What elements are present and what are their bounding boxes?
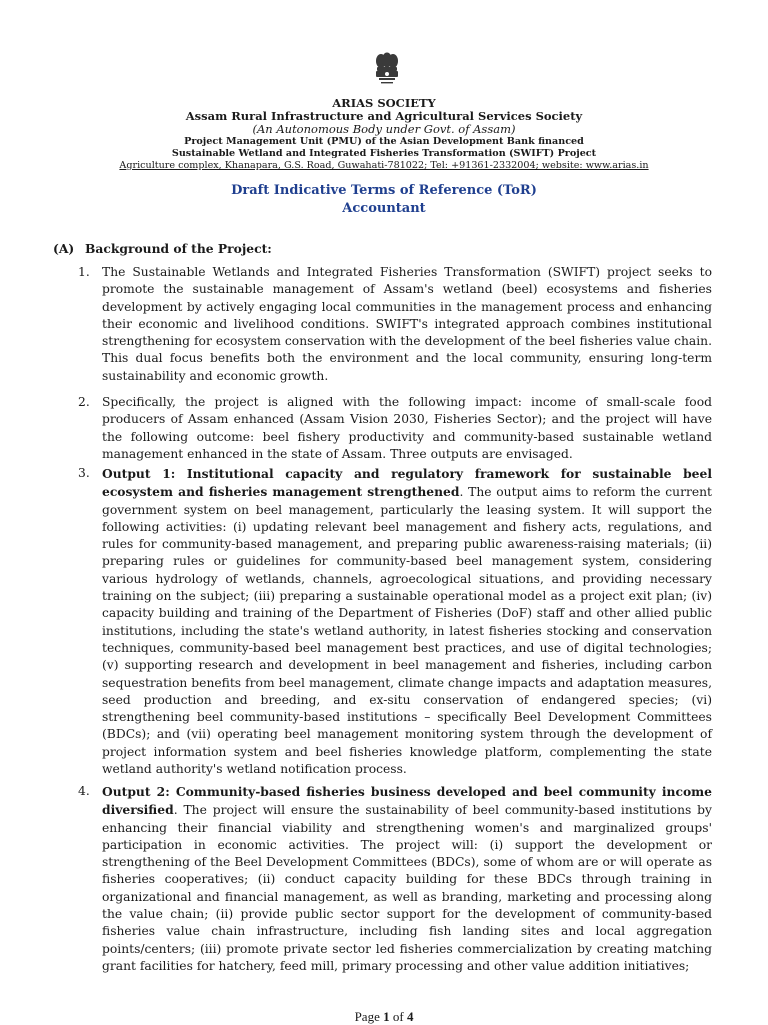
organization-full-name: Assam Rural Infrastructure and Agricultural Services Society [185, 109, 583, 123]
page-number: 1 [383, 1009, 390, 1024]
pmu-line: Project Management Unit (PMU) of the Asian Development Bank financed [184, 136, 584, 147]
total-pages: 4 [406, 1009, 414, 1024]
address-line: Agriculture complex, Khanapara, G.S. Road, Guwahati-781022; Tel: +91361-2332004; website: www.arias.in [119, 160, 649, 171]
position-title: Accountant [342, 201, 426, 216]
paragraph-text: Specifically, the project is aligned with the following impact: income of small-scale food producers of Assam enhanced (Assam Vision 2030, Fisheries Sector); and the project will have the following outcome: beel fishery productivity and community-based sustainable wetland management enhanced in the state of Assam. Three outputs are envisaged. [102, 395, 712, 461]
paragraph-text: . The project will ensure the sustainability of beel community-based institutions by enhancing their financial viability and strengthening women's and marginalized groups' participation in economic activities. The project will: (i) support the development or strengthening of the Beel Development Committees (BDCs), some of whom are or will operate as fisheries cooperatives; (ii) conduct capacity building for these BDCs through training in organizational and financial management, as well as branding, marketing and processing along the value chain; (ii) provide public sector support for the development of community-based fisheries value chain infrastructure, including fish landing sites and local aggregation points/centers; (iii) promote private sector led fisheries commercialization by creating matching grant facilities for hatchery, feed mill, primary processing and other value addition initiatives; [102, 803, 712, 973]
paragraph-number: 1. [78, 265, 90, 279]
page-word: Page [354, 1009, 380, 1024]
document-title: Draft Indicative Terms of Reference (ToR) [231, 183, 537, 198]
paragraph-number: 2. [78, 395, 90, 409]
paragraph-3 [78, 465, 712, 778]
project-name-line: Sustainable Wetland and Integrated Fisheries Transformation (SWIFT) Project [171, 148, 597, 159]
autonomous-body-note: (An Autonomous Body under Govt. of Assam) [252, 122, 516, 136]
paragraph-1 [78, 264, 712, 385]
state-emblem-icon [372, 52, 402, 92]
paragraph-4 [78, 783, 712, 975]
paragraph-text: The Sustainable Wetlands and Integrated Fisheries Transformation (SWIFT) project seeks to promote the sustainable management of Assam's wetland (beel) ecosystems and fisheries development by actively engaging local communities in the management process and enhancing their economic and livelihood conditions. SWIFT's integrated approach combines institutional strengthening for ecosystem conservation with the development of the beel fisheries value chain. This dual focus benefits both the environment and the local community, ensuring long-term sustainability and economic growth. [102, 265, 712, 383]
paragraph-number: 3. [78, 466, 90, 480]
paragraph-2 [78, 394, 712, 463]
output-heading: Output 1: Institutional capacity and regulatory framework for sustainable beel ecosystem and fisheries management strengthened [102, 466, 712, 500]
paragraph-text: . The output aims to reform the current government system on beel management, particularly the leasing system. It will support the following activities: (i) updating relevant beel management and fishery acts, regulations, and rules for community-based management, and preparing public awareness-raising materials; (ii) preparing rules or guidelines for community-based beel management system, considering various hydrology of wetlands, channels, agroecological situations, and providing necessary training on the subject; (iii) preparing a sustainable operational model as a project exit plan; (iv) capacity building and training of the Department of Fisheries (DoF) staff and other allied public institutions, including the state's wetland authority, in latest fisheries stocking and conservation techniques, community-based beel management best practices, and use of digital technologies; (v) supporting research and development in beel management and fisheries, including carbon sequestration benefits from beel management, climate change impacts and adaptation measures, seed production and breeding, and ex-situ conservation of endangered species; (vi) strengthening beel community-based institutions – specifically Beel Development Committees (BDCs); and (vii) operating beel management monitoring system through the development of project information system and beel fisheries knowledge platform, complementing the state wetland authority's wetland notification process. [102, 485, 712, 777]
section-letter: (A) [53, 241, 75, 256]
page-footer [0, 1009, 768, 1025]
organization-name: ARIAS SOCIETY [332, 96, 436, 110]
section-title: Background of the Project: [85, 241, 272, 256]
output-heading: Output 2: Community-based fisheries business developed and beel community income diversified [102, 784, 712, 818]
of-word: of [392, 1009, 404, 1024]
paragraph-number: 4. [78, 784, 90, 798]
section-heading [53, 241, 272, 256]
